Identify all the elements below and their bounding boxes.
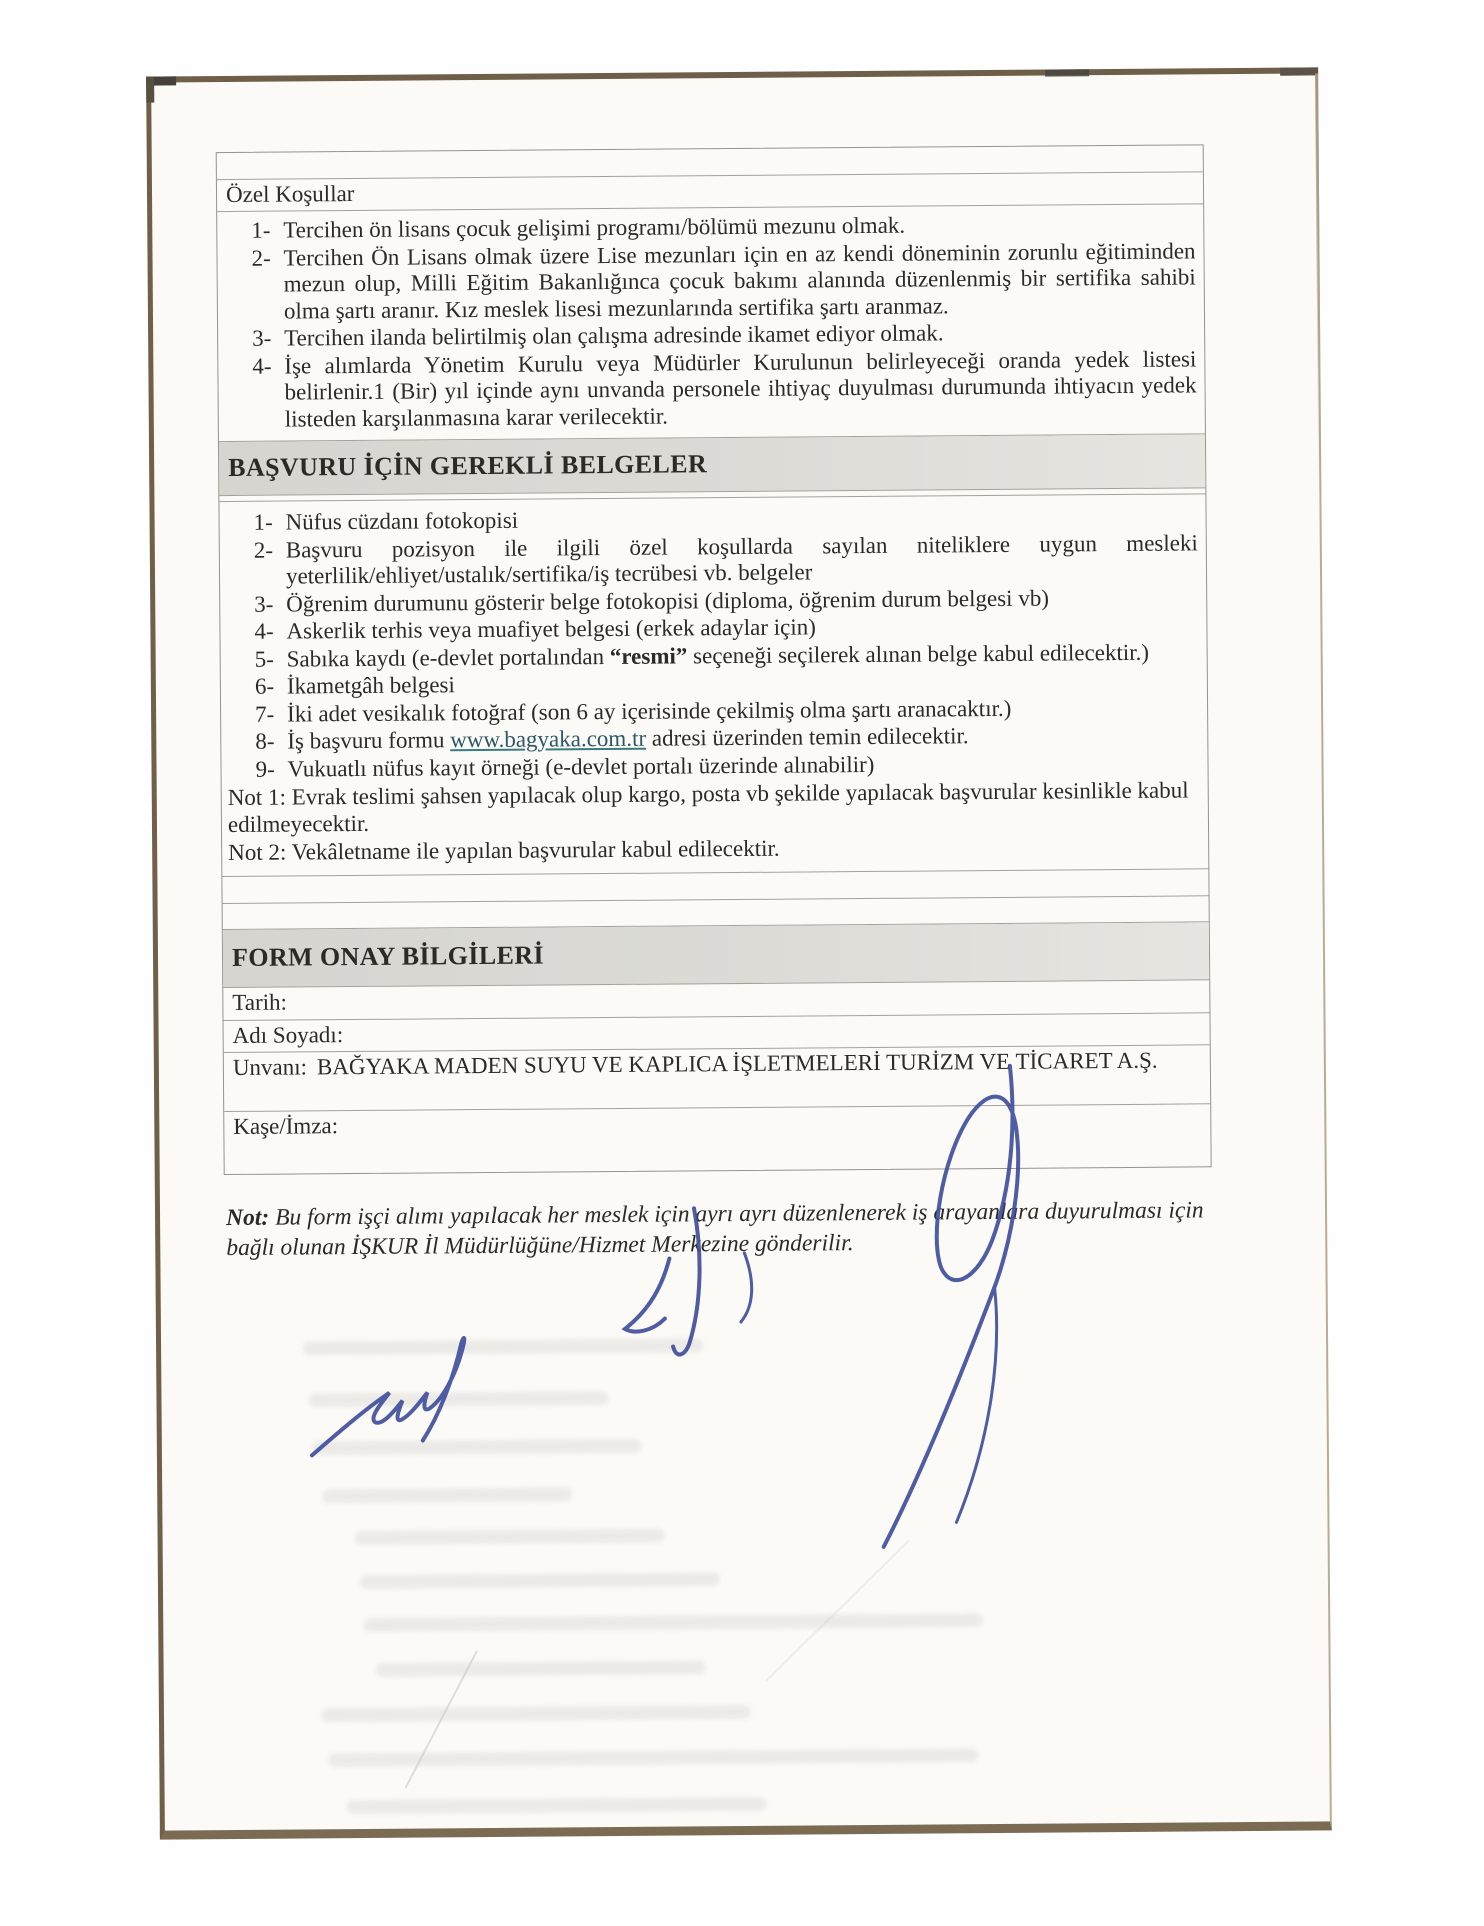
condition-item xyxy=(218,346,1205,433)
condition-item xyxy=(217,238,1204,325)
document-text: Askerlik terhis veya muafiyet belgesi (erkek adaylar için) xyxy=(286,614,816,644)
item-number: 9- xyxy=(255,756,275,782)
ghost-text-line xyxy=(376,1660,706,1677)
form-table xyxy=(216,144,1212,1174)
item-number: 2- xyxy=(253,537,274,563)
belgeler-section-header: BAŞVURU İÇİN GEREKLİ BELGELER xyxy=(219,434,1205,496)
condition-text: Tercihen ön lisans çocuk gelişimi programı/bölümü mezunu olmak. xyxy=(283,212,906,243)
field-value: BAĞYAKA MADEN SUYU VE KAPLICA İŞLETMELERİ TURİZM VE TİCARET A.Ş. xyxy=(316,1047,1158,1079)
ghost-text-line xyxy=(308,1391,608,1407)
ghost-text-line xyxy=(312,1439,642,1456)
crease-mark xyxy=(766,1540,910,1681)
frame-corner-mark xyxy=(146,77,154,103)
document-text: Sabıka kaydı (e-devlet portalından xyxy=(286,643,610,672)
condition-text: Tercihen ilanda belirtilmiş olan çalışma adresinde ikamet ediyor olmak. xyxy=(284,320,944,351)
item-number: 3- xyxy=(252,325,272,351)
note-1: Not 1: Evrak teslimi şahsen yapılacak olup kargo, posta vb şekilde yapılacak başvurular kesinlikle kabul edilmeyecektir. xyxy=(227,777,1189,837)
form-row-unvani xyxy=(224,1045,1210,1112)
document-text: Başvuru pozisyon ile ilgili özel koşullarda sayılan niteliklere uygun mesleki yeterlilik/ehliyet/ustalık/sertifika/iş tecrübesi vb. belgeler xyxy=(285,529,1198,589)
ozel-kosullar-list xyxy=(217,204,1205,442)
condition-text: Tercihen Ön Lisans olmak üzere Lise mezunları için en az kendi döneminin zorunlu eğitiminden mezun olup, Milli Eğitim Bakanlığınca çocuk bakımı alanında düzenlenmiş bir sertifika sahibi olma şartı aranır. Kız meslek lisesi mezunlarında sertifika şartı aranmaz. xyxy=(283,237,1196,324)
document-text: İki adet vesikalık fotoğraf (son 6 ay içerisinde çekilmiş olma şartı aranacaktır.) xyxy=(287,695,1012,727)
item-number: 7- xyxy=(255,701,275,727)
condition-text: İşe alımlarda Yönetim Kurulu veya Müdürler Kurulunun belirleyeceği oranda yedek listesi belirlenir.1 (Bir) yıl içinde aynı unvanda personele ihtiyaç duyulması durumunda ihtiyacın yedek listeden karşılanmasına karar verilecektir. xyxy=(284,345,1197,432)
ghost-text-line xyxy=(322,1487,572,1503)
item-number: 4- xyxy=(254,618,274,644)
footer-note xyxy=(226,1195,1220,1263)
ghost-text-line xyxy=(303,1338,703,1355)
scanned-page xyxy=(146,67,1332,1839)
ghost-text-line xyxy=(347,1797,767,1814)
item-number: 1- xyxy=(253,509,273,535)
frame-corner-mark xyxy=(1280,67,1318,75)
website-link: www.bagyaka.com.tr xyxy=(450,725,647,753)
document-text: Nüfus cüzdanı fotokopisi xyxy=(285,507,519,535)
note-2: Not 2: Vekâletname ile yapılan başvurular kabul edilecektir. xyxy=(228,835,780,866)
signature-right-stroke xyxy=(624,1259,670,1332)
footer-note-text: Bu form işçi alımı yapılacak her meslek için ayrı ayrı düzenlenerek iş arayanlara duyurulması için bağlı olunan İŞKUR İl Müdürlüğüne/Hizmet Merkezine gönderilir. xyxy=(226,1197,1204,1262)
ozel-kosullar-label: Özel Koşullar xyxy=(217,172,1203,212)
document-text: İkametgâh belgesi xyxy=(286,672,455,699)
item-number: 5- xyxy=(254,646,274,672)
document-text: seçeneği seçilerek alınan belge kabul edilecektir.) xyxy=(687,639,1150,668)
item-number: 3- xyxy=(254,591,274,617)
document-text: Vukuatlı nüfus kayıt örneği (e-devlet portalı üzerinde alınabilir) xyxy=(287,751,875,782)
page-edge-shadow xyxy=(1315,73,1321,493)
signature-right-flourish xyxy=(955,1288,999,1522)
emphasized-word: “resmi” xyxy=(609,642,688,669)
form-onay-header: FORM ONAY BİLGİLERİ xyxy=(223,922,1209,988)
item-number: 2- xyxy=(251,245,271,271)
ghost-text-line xyxy=(363,1613,983,1632)
document-text: adresi üzerinden temin edilecektir. xyxy=(645,723,969,751)
field-label: Tarih: xyxy=(232,989,288,1015)
item-number: 1- xyxy=(251,217,271,243)
item-number: 6- xyxy=(254,673,275,699)
frame-dark-patch xyxy=(1045,69,1089,76)
ghost-text-line xyxy=(321,1705,751,1722)
form-row-kase-imza xyxy=(224,1104,1210,1174)
field-label: Unvanı: xyxy=(232,1053,308,1080)
document-text: Öğrenim durumunu gösterir belge fotokopisi (diploma, öğrenim durum belgesi vb) xyxy=(286,585,1050,617)
field-label: Adı Soyadı: xyxy=(232,1021,344,1048)
document-item xyxy=(220,530,1206,591)
ghost-text-line xyxy=(355,1529,665,1545)
footer-note-label: Not: xyxy=(225,1204,270,1232)
field-label: Kaşe/İmza: xyxy=(233,1112,339,1139)
document-text: İş başvuru formu xyxy=(287,727,451,754)
ghost-text-line xyxy=(360,1572,720,1589)
item-number: 4- xyxy=(252,353,272,379)
belgeler-list xyxy=(219,494,1208,876)
signature-right-stroke xyxy=(740,1253,752,1322)
item-number: 8- xyxy=(255,728,275,754)
